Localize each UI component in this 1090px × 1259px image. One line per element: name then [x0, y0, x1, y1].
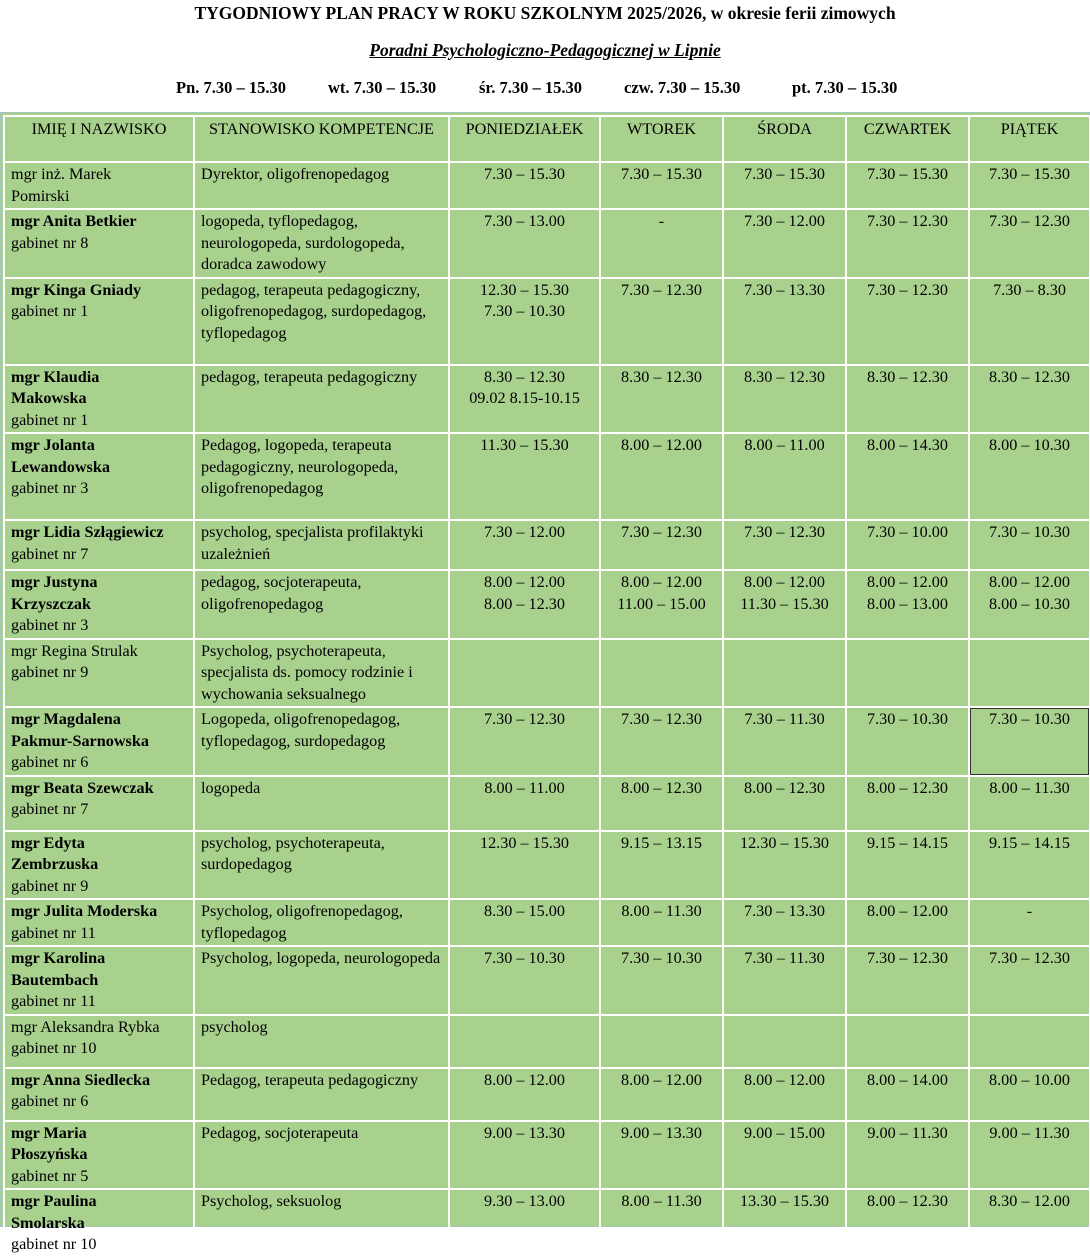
- cell-wednesday: [723, 1068, 846, 1121]
- cell-tuesday: [600, 209, 723, 278]
- hours-value: 7.30 – 12.30: [867, 280, 948, 299]
- hours-value: 7.30 – 13.30: [744, 902, 825, 920]
- cell-thursday: [846, 162, 969, 209]
- hours-value: 8.00 – 12.00: [867, 573, 948, 591]
- room-number: gabinet nr 6: [11, 1092, 89, 1110]
- cell-role: Psycholog, psychoterapeuta, specjalista ds. pomocy rodzinie i wychowania seksualnego: [194, 639, 449, 708]
- hours-value: 8.00 – 12.00: [621, 573, 702, 591]
- hours-value: 8.00 – 10.00: [989, 1070, 1070, 1089]
- hours-value: 7.30 – 12.30: [621, 280, 702, 299]
- employee-name-line: Płoszyńska: [11, 1145, 88, 1163]
- cell-role: psycholog: [194, 1015, 449, 1068]
- table-row: [4, 365, 1090, 434]
- employee-name-line: mgr Klaudia: [11, 367, 100, 386]
- cell-thursday: [846, 776, 969, 831]
- cell-monday: [449, 776, 600, 831]
- hours-value: 8.00 – 12.30: [867, 1192, 948, 1210]
- room-number: gabinet nr 9: [11, 663, 89, 681]
- cell-role: psycholog, specjalista profilaktyki uzależnień: [194, 520, 449, 570]
- hours-value: 8.30 – 12.30: [867, 367, 948, 386]
- hours-value: 11.30 – 15.30: [480, 436, 569, 454]
- hours-value: 7.30 – 15.30: [989, 165, 1070, 183]
- cell-name: [4, 278, 194, 365]
- cell-friday: [969, 520, 1090, 570]
- hours-value: 9.30 – 13.00: [484, 1192, 565, 1210]
- room-number: gabinet nr 1: [11, 410, 89, 429]
- hours-value: 7.30 – 12.30: [989, 212, 1070, 230]
- table-row: [4, 570, 1090, 639]
- cell-role: Pedagog, socjoterapeuta: [194, 1121, 449, 1190]
- cell-monday: [449, 639, 600, 708]
- cell-role: Dyrektor, oligofrenopedagog: [194, 162, 449, 209]
- cell-friday: [969, 776, 1090, 831]
- hours-value: 11.30 – 15.30: [740, 594, 829, 613]
- col-header-monday: PONIEDZIAŁEK: [449, 116, 600, 162]
- hours-value: 8.00 – 12.00: [867, 902, 948, 920]
- cell-tuesday: [600, 1189, 723, 1258]
- cell-tuesday: [600, 433, 723, 520]
- room-number: gabinet nr 5: [11, 1166, 89, 1185]
- hours-value: 7.30 – 10.30: [484, 949, 565, 967]
- cell-friday: [969, 639, 1090, 708]
- employee-name-line: mgr Anita Betkier: [11, 212, 137, 230]
- hours-value: 7.30 – 11.30: [744, 949, 825, 967]
- hours-value: -: [1026, 902, 1033, 920]
- hours-value: 8.00 – 14.30: [867, 436, 948, 454]
- hours-value: 8.00 – 11.00: [744, 436, 825, 454]
- cell-role: pedagog, terapeuta pedagogiczny: [194, 365, 449, 434]
- hours-value: 8.00 – 12.00: [989, 573, 1070, 591]
- hours-value: 8.30 – 12.00: [989, 1192, 1070, 1210]
- cell-thursday: [846, 209, 969, 278]
- cell-tuesday: [600, 365, 723, 434]
- table-header-row: [4, 116, 1090, 162]
- hours-value: 12.30 – 15.30: [739, 833, 830, 852]
- hours-value: 7.30 – 15.30: [867, 165, 948, 183]
- employee-name-line: Pakmur-Sarnowska: [11, 731, 149, 750]
- employee-name-line: Lewandowska: [11, 457, 110, 476]
- hours-value: 8.00 – 12.00: [621, 1070, 702, 1089]
- cell-thursday: [846, 278, 969, 365]
- cell-role: Psycholog, logopeda, neurologopeda: [194, 946, 449, 1015]
- hours-value: 12.30 – 15.30: [479, 833, 570, 852]
- cell-monday: [449, 1121, 600, 1190]
- hours-wednesday: śr. 7.30 – 15.30: [479, 78, 582, 97]
- col-header-name: IMIĘ I NAZWISKO: [4, 116, 194, 162]
- table-row: [4, 831, 1090, 900]
- employee-name-line: mgr Paulina: [11, 1192, 97, 1210]
- col-header-tuesday: WTOREK: [600, 116, 723, 162]
- cell-friday: [969, 707, 1090, 776]
- cell-thursday: [846, 899, 969, 946]
- hours-value: 7.30 – 10.30: [484, 302, 565, 320]
- cell-name: [4, 946, 194, 1015]
- hours-tuesday: wt. 7.30 – 15.30: [328, 78, 437, 97]
- cell-role: Pedagog, terapeuta pedagogiczny: [194, 1068, 449, 1121]
- cell-wednesday: [723, 831, 846, 900]
- hours-friday: pt. 7.30 – 15.30: [792, 78, 898, 97]
- employee-name-line: mgr Kinga Gniady: [11, 280, 142, 299]
- employee-name-line: Zembrzuska: [11, 855, 99, 873]
- cell-role: Psycholog, seksuolog: [194, 1189, 449, 1258]
- cell-friday: [969, 162, 1090, 209]
- hours-value: 09.02 8.15-10.15: [469, 389, 580, 407]
- cell-thursday: [846, 1121, 969, 1190]
- hours-value: 8.00 – 12.30: [484, 594, 565, 613]
- cell-thursday: [846, 946, 969, 1015]
- hours-value: 9.00 – 15.00: [744, 1123, 825, 1142]
- table-row: [4, 1068, 1090, 1121]
- hours-value: 7.30 – 12.30: [867, 949, 948, 967]
- cell-friday: [969, 209, 1090, 278]
- hours-value: 8.00 – 14.00: [867, 1070, 948, 1089]
- cell-tuesday: [600, 639, 723, 708]
- cell-tuesday: [600, 899, 723, 946]
- col-header-role: STANOWISKO KOMPETENCJE: [194, 116, 449, 162]
- hours-value: 7.30 – 10.30: [989, 523, 1070, 541]
- cell-wednesday: [723, 433, 846, 520]
- cell-monday: [449, 365, 600, 434]
- table-row: [4, 278, 1090, 365]
- hours-value: 7.30 – 11.30: [744, 710, 825, 728]
- cell-monday: [449, 278, 600, 365]
- employee-name-line: mgr Edyta: [11, 833, 85, 852]
- hours-value: 7.30 – 12.30: [867, 212, 948, 230]
- cell-thursday: [846, 433, 969, 520]
- room-number: gabinet nr 3: [11, 616, 89, 634]
- cell-name: [4, 831, 194, 900]
- cell-friday: [969, 1189, 1090, 1258]
- cell-monday: [449, 162, 600, 209]
- table-row: [4, 899, 1090, 946]
- hours-value: 7.30 – 12.00: [744, 212, 825, 230]
- hours-value: 7.30 – 12.30: [989, 949, 1070, 967]
- cell-wednesday: [723, 365, 846, 434]
- hours-value: 7.30 – 10.00: [867, 523, 948, 541]
- employee-name-line: mgr Beata Szewczak: [11, 778, 154, 797]
- cell-friday: [969, 570, 1090, 639]
- col-header-friday: PIĄTEK: [969, 116, 1090, 162]
- page-title: TYGODNIOWY PLAN PRACY W ROKU SZKOLNYM 2025/2026, w okresie ferii zimowych: [194, 3, 896, 23]
- room-number: gabinet nr 9: [11, 876, 89, 895]
- cell-tuesday: [600, 570, 723, 639]
- hours-value: 8.00 – 12.30: [744, 778, 825, 797]
- hours-value: 8.00 – 11.30: [621, 1192, 702, 1210]
- cell-role: Psycholog, oligofrenopedagog, tyflopedagog: [194, 899, 449, 946]
- hours-value: 11.00 – 15.00: [617, 594, 706, 613]
- cell-thursday: [846, 1068, 969, 1121]
- hours-value: 7.30 – 15.30: [484, 165, 565, 183]
- cell-monday: [449, 1189, 600, 1258]
- cell-wednesday: [723, 899, 846, 946]
- employee-name-line: mgr Julita Moderska: [11, 902, 158, 920]
- employee-name-line: mgr Aleksandra Rybka: [11, 1017, 160, 1036]
- hours-value: 8.00 – 12.30: [621, 778, 702, 797]
- cell-friday: [969, 433, 1090, 520]
- cell-role: psycholog, psychoterapeuta, surdopedagog: [194, 831, 449, 900]
- cell-friday: [969, 1121, 1090, 1190]
- room-number: gabinet nr 7: [11, 544, 89, 563]
- hours-value: 7.30 – 15.30: [744, 165, 825, 183]
- cell-name: [4, 433, 194, 520]
- hours-value: 8.00 – 11.30: [989, 778, 1070, 797]
- cell-monday: [449, 831, 600, 900]
- hours-value: 9.00 – 13.30: [484, 1123, 565, 1142]
- hours-value: 8.00 – 11.00: [484, 778, 565, 797]
- table-row: [4, 1121, 1090, 1190]
- cell-name: [4, 162, 194, 209]
- cell-name: [4, 365, 194, 434]
- cell-monday: [449, 209, 600, 278]
- table-row: [4, 1189, 1090, 1258]
- employee-name-line: mgr Anna Siedlecka: [11, 1070, 151, 1089]
- hours-value: 7.30 – 10.30: [621, 949, 702, 967]
- cell-name: [4, 1015, 194, 1068]
- cell-thursday: [846, 1189, 969, 1258]
- hours-value: 7.30 – 10.30: [989, 710, 1070, 728]
- table-row: [4, 433, 1090, 520]
- cell-tuesday: [600, 831, 723, 900]
- employee-name-line: Bautembach: [11, 970, 99, 989]
- cell-role: Logopeda, oligofrenopedagog, tyflopedagog, surdopedagog: [194, 707, 449, 776]
- room-number: gabinet nr 6: [11, 753, 89, 771]
- cell-friday: [969, 1068, 1090, 1121]
- cell-monday: [449, 520, 600, 570]
- hours-value: 7.30 – 15.30: [621, 165, 702, 183]
- cell-monday: [449, 433, 600, 520]
- cell-wednesday: [723, 707, 846, 776]
- employee-name-line: mgr Regina Strulak: [11, 641, 138, 660]
- hours-value: 8.30 – 12.30: [989, 367, 1070, 386]
- hours-value: 8.30 – 12.30: [744, 367, 825, 386]
- hours-value: 7.30 – 8.30: [993, 280, 1066, 299]
- hours-value: 9.15 – 14.15: [867, 833, 948, 852]
- hours-value: 8.00 – 12.00: [484, 1070, 565, 1089]
- table-body: [4, 162, 1090, 1258]
- hours-value: 7.30 – 13.00: [484, 212, 565, 230]
- cell-friday: [969, 831, 1090, 900]
- cell-name: [4, 1189, 194, 1258]
- cell-thursday: [846, 365, 969, 434]
- cell-role: logopeda: [194, 776, 449, 831]
- hours-value: 9.00 – 11.30: [989, 1123, 1070, 1142]
- cell-name: [4, 1068, 194, 1121]
- hours-value: 9.00 – 11.30: [867, 1123, 948, 1142]
- employee-name-line: mgr Jolanta: [11, 436, 95, 454]
- hours-value: 7.30 – 10.30: [867, 710, 948, 728]
- table-row: [4, 707, 1090, 776]
- hours-value: 9.15 – 14.15: [989, 833, 1070, 852]
- cell-wednesday: [723, 570, 846, 639]
- hours-value: 8.00 – 13.00: [867, 594, 948, 613]
- cell-name: [4, 707, 194, 776]
- cell-thursday: [846, 831, 969, 900]
- table-row: [4, 1015, 1090, 1068]
- hours-thursday: czw. 7.30 – 15.30: [624, 78, 741, 97]
- col-header-thursday: CZWARTEK: [846, 116, 969, 162]
- cell-monday: [449, 946, 600, 1015]
- cell-tuesday: [600, 278, 723, 365]
- col-header-wednesday: ŚRODA: [723, 116, 846, 162]
- cell-wednesday: [723, 209, 846, 278]
- hours-value: 7.30 – 12.30: [621, 523, 702, 541]
- employee-name-line: mgr Justyna: [11, 573, 98, 591]
- cell-monday: [449, 570, 600, 639]
- cell-thursday: [846, 520, 969, 570]
- cell-tuesday: [600, 162, 723, 209]
- hours-value: 8.30 – 15.00: [484, 902, 565, 920]
- room-number: gabinet nr 11: [11, 992, 96, 1010]
- schedule-table: [3, 115, 1090, 1259]
- cell-tuesday: [600, 1121, 723, 1190]
- cell-role: logopeda, tyflopedagog, neurologopeda, surdologopeda, doradca zawodowy: [194, 209, 449, 278]
- hours-value: 7.30 – 12.00: [484, 523, 565, 541]
- hours-value: 9.15 – 13.15: [621, 833, 702, 852]
- cell-name: [4, 776, 194, 831]
- cell-role: Pedagog, logopeda, terapeuta pedagogiczny, neurologopeda, oligofrenopedagog: [194, 433, 449, 520]
- hours-value: 13.30 – 15.30: [739, 1192, 830, 1210]
- room-number: gabinet nr 10: [11, 1039, 97, 1057]
- cell-wednesday: [723, 776, 846, 831]
- cell-friday: [969, 365, 1090, 434]
- cell-name: [4, 899, 194, 946]
- table-row: [4, 162, 1090, 209]
- hours-value: 7.30 – 12.30: [621, 710, 702, 728]
- employee-name-line: mgr Karolina: [11, 949, 106, 967]
- cell-thursday: [846, 707, 969, 776]
- cell-wednesday: [723, 1015, 846, 1068]
- hours-value: 8.00 – 12.00: [621, 436, 702, 454]
- hours-value: 8.00 – 12.00: [744, 573, 825, 591]
- employee-name-line: mgr Lidia Szłągiewicz: [11, 523, 164, 541]
- schedule-table-frame: [0, 112, 1090, 1253]
- cell-monday: [449, 899, 600, 946]
- employee-name-line: Pomirski: [11, 186, 70, 205]
- cell-role: pedagog, socjoterapeuta, oligofrenopedagog: [194, 570, 449, 639]
- cell-wednesday: [723, 520, 846, 570]
- cell-tuesday: [600, 707, 723, 776]
- hours-value: 8.00 – 10.30: [989, 594, 1070, 613]
- hours-value: 8.00 – 12.30: [867, 778, 948, 797]
- cell-name: [4, 209, 194, 278]
- cell-thursday: [846, 639, 969, 708]
- hours-value: 8.00 – 11.30: [621, 902, 702, 920]
- hours-value: 8.00 – 12.00: [744, 1070, 825, 1089]
- employee-name-line: mgr Magdalena: [11, 710, 121, 728]
- employee-name-line: Krzyszczak: [11, 594, 92, 613]
- cell-friday: [969, 946, 1090, 1015]
- cell-wednesday: [723, 278, 846, 365]
- employee-name-line: mgr inż. Marek: [11, 165, 112, 183]
- cell-friday: [969, 278, 1090, 365]
- room-number: gabinet nr 11: [11, 923, 96, 942]
- cell-wednesday: [723, 946, 846, 1015]
- cell-monday: [449, 707, 600, 776]
- page-subtitle: Poradni Psychologiczno-Pedagogicznej w Lipnie: [369, 40, 721, 60]
- room-number: gabinet nr 1: [11, 302, 89, 320]
- cell-friday: [969, 1015, 1090, 1068]
- cell-wednesday: [723, 1189, 846, 1258]
- cell-thursday: [846, 1015, 969, 1068]
- cell-name: [4, 1121, 194, 1190]
- hours-value: 7.30 – 13.30: [744, 280, 825, 299]
- room-number: gabinet nr 7: [11, 800, 89, 818]
- cell-tuesday: [600, 1015, 723, 1068]
- cell-tuesday: [600, 1068, 723, 1121]
- hours-value: -: [658, 212, 665, 230]
- table-row: [4, 639, 1090, 708]
- cell-monday: [449, 1015, 600, 1068]
- cell-name: [4, 639, 194, 708]
- employee-name-line: mgr Maria: [11, 1123, 87, 1142]
- room-number: gabinet nr 10: [11, 1235, 97, 1253]
- hours-value: 8.30 – 12.30: [621, 367, 702, 386]
- table-row: [4, 776, 1090, 831]
- room-number: gabinet nr 3: [11, 479, 89, 497]
- cell-name: [4, 570, 194, 639]
- cell-wednesday: [723, 162, 846, 209]
- cell-name: [4, 520, 194, 570]
- hours-value: 8.30 – 12.30: [484, 367, 565, 386]
- hours-monday: Pn. 7.30 – 15.30: [176, 78, 287, 97]
- cell-tuesday: [600, 520, 723, 570]
- hours-value: 8.00 – 12.00: [484, 573, 565, 591]
- cell-tuesday: [600, 946, 723, 1015]
- hours-value: 8.00 – 10.30: [989, 436, 1070, 454]
- employee-name-line: Smolarska: [11, 1213, 85, 1232]
- hours-value: 12.30 – 15.30: [479, 280, 570, 299]
- table-row: [4, 946, 1090, 1015]
- cell-wednesday: [723, 639, 846, 708]
- table-row: [4, 209, 1090, 278]
- hours-value: 9.00 – 13.30: [621, 1123, 702, 1142]
- cell-friday: [969, 899, 1090, 946]
- table-row: [4, 520, 1090, 570]
- cell-monday: [449, 1068, 600, 1121]
- hours-value: 7.30 – 12.30: [744, 523, 825, 541]
- cell-thursday: [846, 570, 969, 639]
- hours-value: 7.30 – 12.30: [484, 710, 565, 728]
- cell-tuesday: [600, 776, 723, 831]
- employee-name-line: Makowska: [11, 389, 87, 407]
- cell-role: pedagog, terapeuta pedagogiczny, oligofrenopedagog, surdopedagog, tyflopedagog: [194, 278, 449, 365]
- cell-wednesday: [723, 1121, 846, 1190]
- room-number: gabinet nr 8: [11, 233, 89, 252]
